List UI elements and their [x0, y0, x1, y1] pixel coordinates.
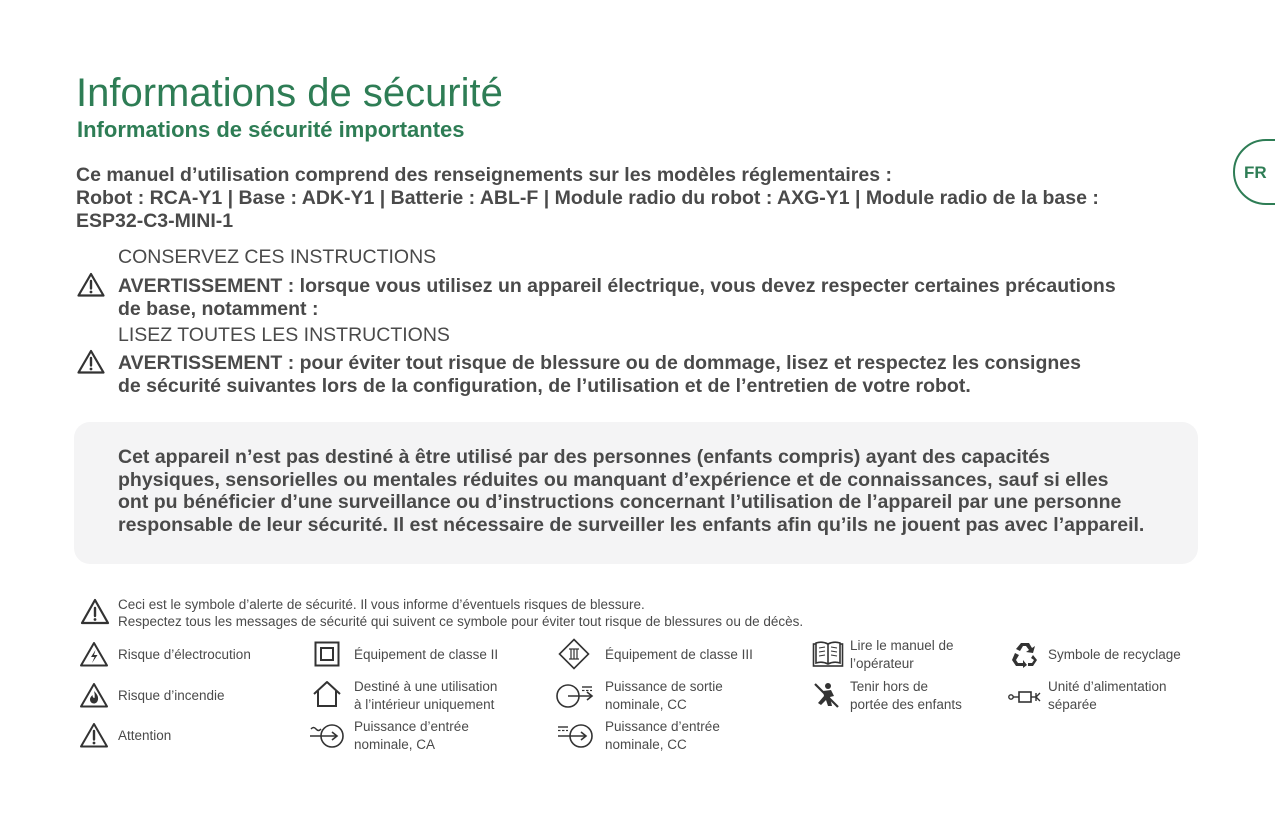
symbol-label: Puissance d’entrée — [605, 719, 720, 734]
notice-line: Cet appareil n’est pas destiné à être utilisé par des personnes (enfants compris) ayant des capacités — [118, 446, 1051, 468]
regulatory-models — [76, 164, 1176, 233]
symbol-label: Lire le manuel de — [850, 638, 954, 653]
attention-icon — [80, 722, 108, 748]
symbol-label: Attention — [118, 728, 172, 743]
symbol-label: Équipement de classe III — [605, 647, 753, 662]
manual-book-icon — [812, 640, 844, 668]
dc-input-icon — [556, 723, 594, 749]
language-tab-label: FR — [1244, 163, 1267, 182]
dc-output-icon — [555, 683, 595, 709]
keep-instructions-heading: CONSERVEZ CES INSTRUCTIONS — [118, 246, 437, 268]
alert-symbol-text: Ceci est le symbole d’alerte de sécurité. Il vous informe d’éventuels risques de blessure. — [118, 597, 645, 612]
warning-text: AVERTISSEMENT : lorsque vous utilisez un appareil électrique, vous devez respecter certaines précautions — [118, 275, 1116, 297]
symbol-label: portée des enfants — [850, 697, 962, 712]
symbol-label: nominale, CC — [605, 737, 687, 752]
notice-line: physiques, sensorielles ou mentales réduites ou manquant d’expérience et de connaissances, sauf si elles — [118, 468, 1109, 491]
warning-text: de sécurité suivantes lors de la configuration, de l’utilisation et de l’entretien de votre robot. — [118, 375, 971, 397]
symbol-label: Risque d’électrocution — [118, 647, 251, 662]
class-iii-icon — [558, 638, 590, 670]
symbol-label: à l’intérieur uniquement — [354, 697, 495, 712]
warning-icon — [77, 349, 105, 374]
fire-icon — [80, 682, 108, 708]
symbol-label: l’opérateur — [850, 656, 914, 671]
language-tab-fr[interactable] — [1233, 139, 1275, 205]
symbol-label: Destiné à une utilisation — [354, 679, 498, 694]
separate-psu-icon — [1008, 689, 1042, 705]
intro-line: ESP32-C3-MINI-1 — [76, 210, 234, 232]
safety-alert-icon — [80, 598, 110, 625]
symbol-label: Tenir hors de — [850, 679, 929, 694]
alert-symbol-text: Respectez tous les messages de sécurité qui suivent ce symbole pour éviter tout risque de blessures ou de décès. — [118, 614, 804, 629]
symbol-label: Risque d’incendie — [118, 688, 225, 703]
symbol-label: nominale, CC — [605, 697, 687, 712]
intro-line: Ce manuel d’utilisation comprend des renseignements sur les modèles réglementaires : — [76, 164, 893, 186]
symbol-label: nominale, CA — [354, 737, 436, 752]
electrocution-icon — [80, 641, 108, 667]
notice-line: ont pu bénéficier d’une surveillance ou d’instructions concernant l’utilisation de l’appareil par une personne — [118, 491, 1122, 514]
symbol-label: Unité d’alimentation — [1048, 679, 1167, 694]
class-ii-icon — [314, 641, 340, 667]
notice-box — [74, 422, 1198, 564]
symbol-label: Puissance d’entrée — [354, 719, 469, 734]
ac-input-icon — [308, 723, 346, 749]
keep-away-children-icon — [812, 681, 840, 709]
symbol-label: Équipement de classe II — [354, 647, 499, 662]
warning-text: AVERTISSEMENT : pour éviter tout risque de blessure ou de dommage, lisez et respectez les consignes — [118, 352, 1081, 374]
indoor-use-icon — [312, 680, 342, 708]
page-title: Informations de sécurité — [76, 71, 503, 115]
warning-text: de base, notamment : — [118, 298, 319, 320]
warning-icon — [77, 272, 105, 297]
symbol-label: Puissance de sortie — [605, 679, 723, 694]
notice-text — [118, 446, 1188, 537]
recycle-icon — [1011, 640, 1039, 668]
read-instructions-heading: LISEZ TOUTES LES INSTRUCTIONS — [118, 324, 450, 346]
page-subtitle: Informations de sécurité importantes — [77, 117, 465, 142]
notice-line: responsable de leur sécurité. Il est nécessaire de surveiller les enfants afin qu’ils ne jouent pas avec l’appareil. — [118, 514, 1145, 537]
symbol-label: séparée — [1048, 697, 1097, 712]
symbol-label: Symbole de recyclage — [1048, 647, 1181, 662]
intro-line: Robot : RCA-Y1 | Base : ADK-Y1 | Batterie : ABL-F | Module radio du robot : AXG-Y1 | Module radio de la base : — [76, 187, 1099, 209]
